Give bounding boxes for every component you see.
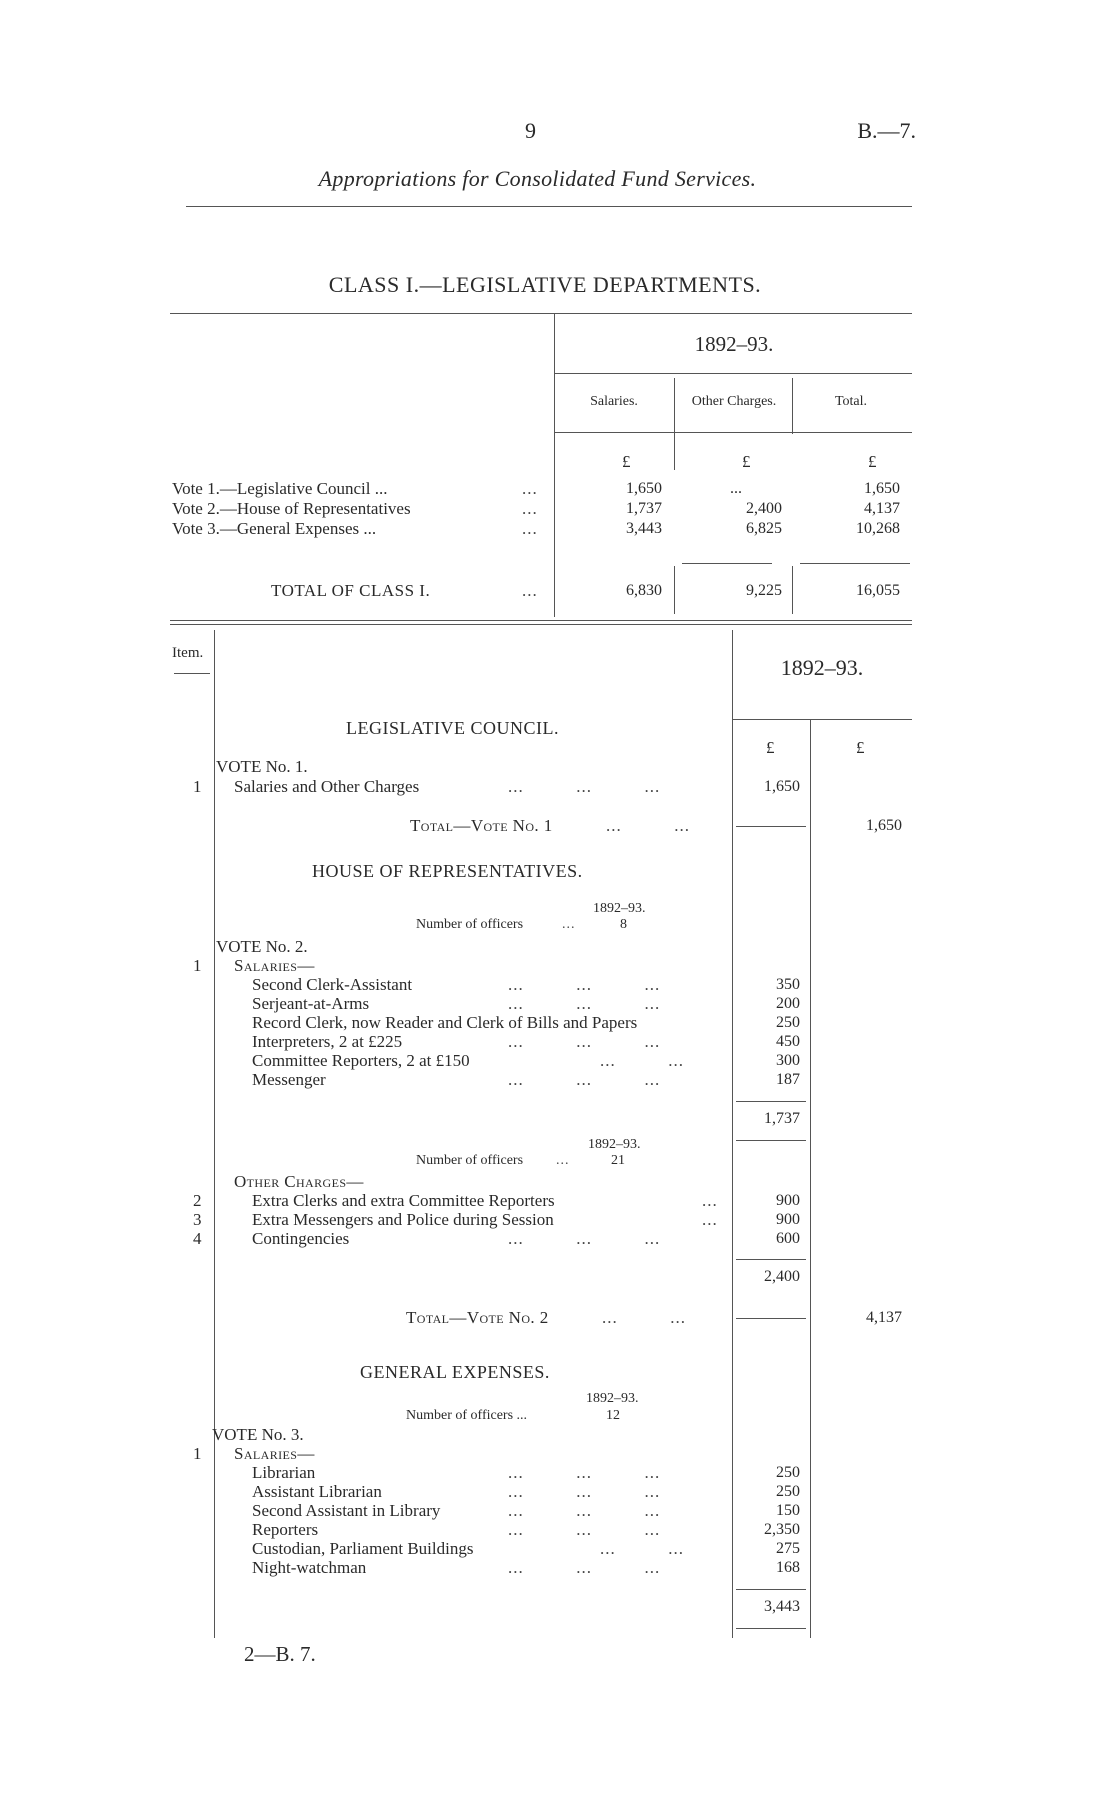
vote-total-rule bbox=[736, 1318, 806, 1319]
section-heading-house: HOUSE OF REPRESENTATIVES. bbox=[312, 861, 583, 881]
header-rule bbox=[186, 206, 912, 207]
subtotal-amount: 1,737 bbox=[764, 1110, 800, 1127]
currency-symbol: £ bbox=[742, 452, 751, 471]
officers-label: Number of officers ... bbox=[406, 1408, 528, 1423]
line-item-amount: 900 bbox=[776, 1192, 800, 1209]
leader-dots: ... ... bbox=[606, 816, 690, 835]
vote-heading: VOTE No. 1. bbox=[216, 757, 308, 776]
class-total-label: TOTAL OF CLASS I. bbox=[271, 581, 431, 600]
line-item-label: Librarian bbox=[252, 1463, 316, 1482]
vote-total-rule bbox=[736, 826, 806, 827]
officers-label: Number of officers bbox=[416, 1153, 524, 1168]
leader-dots: ... ... ... bbox=[508, 1070, 661, 1089]
officers-count: 12 bbox=[606, 1408, 620, 1423]
line-item-label: Interpreters, 2 at £225 bbox=[252, 1032, 403, 1051]
summary-column-rule bbox=[554, 432, 912, 433]
officers-count: 8 bbox=[620, 917, 627, 932]
summary-col-divider bbox=[792, 378, 793, 434]
line-item-amount: 250 bbox=[776, 1014, 800, 1031]
salaries-heading: Salaries— bbox=[234, 1444, 315, 1463]
officers-year: 1892–93. bbox=[586, 1391, 639, 1406]
section-heading-general-expenses: GENERAL EXPENSES. bbox=[360, 1362, 550, 1382]
summary-row-label: Vote 3.—General Expenses ... bbox=[172, 519, 377, 538]
leader-dots: ... ... bbox=[602, 1308, 686, 1327]
line-item-label: Second Clerk-Assistant bbox=[252, 975, 413, 994]
line-item-amount: 350 bbox=[776, 976, 800, 993]
summary-row-label: Vote 2.—House of Representatives bbox=[172, 499, 411, 518]
line-item-label: Committee Reporters, 2 at £150 bbox=[252, 1051, 470, 1070]
leader-dots: ... bbox=[702, 1191, 718, 1210]
line-item-label: Night-watchman bbox=[252, 1558, 367, 1577]
subtotal-rule bbox=[736, 1628, 806, 1629]
running-title: Appropriations for Consolidated Fund Services. bbox=[318, 166, 757, 191]
summary-col-divider bbox=[674, 378, 675, 470]
line-item-amount: 300 bbox=[776, 1052, 800, 1069]
leader-dots: ... bbox=[702, 1210, 718, 1229]
summary-other-value: 2,400 bbox=[746, 500, 782, 517]
leader-dots: ... ... ... bbox=[508, 1482, 661, 1501]
summary-total-rule bbox=[800, 563, 910, 564]
line-item-label: Record Clerk, now Reader and Clerk of Bills and Papers bbox=[252, 1013, 638, 1032]
vote-heading: VOTE No. 2. bbox=[216, 937, 308, 956]
column-header-salaries: Salaries. bbox=[590, 394, 638, 409]
line-item-label: Second Assistant in Library bbox=[252, 1501, 441, 1520]
line-item-label: Extra Messengers and Police during Session bbox=[252, 1210, 554, 1229]
currency-symbol: £ bbox=[856, 738, 865, 757]
leader-dots: ... ... ... bbox=[508, 1463, 661, 1482]
line-item-amount: 250 bbox=[776, 1464, 800, 1481]
line-item-label: Serjeant-at-Arms bbox=[252, 994, 370, 1013]
section-divider-rule bbox=[170, 620, 912, 621]
line-item-amount: 250 bbox=[776, 1483, 800, 1500]
column-header-total: Total. bbox=[834, 394, 868, 409]
currency-symbol: £ bbox=[622, 452, 631, 471]
currency-symbol: £ bbox=[868, 452, 877, 471]
officers-label: Number of officers bbox=[416, 917, 524, 932]
officers-year: 1892–93. bbox=[593, 901, 646, 916]
line-item-label: Extra Clerks and extra Committee Reporters bbox=[252, 1191, 555, 1210]
page-number: 9 bbox=[525, 118, 536, 143]
summary-col-divider bbox=[792, 566, 793, 614]
leader-dots: ... ... ... bbox=[508, 994, 661, 1013]
leader-dots: ... ... bbox=[600, 1539, 684, 1558]
summary-total-value: 4,137 bbox=[864, 500, 900, 517]
line-item-label: Messenger bbox=[252, 1070, 326, 1089]
vote-total-amount: 4,137 bbox=[866, 1309, 902, 1326]
item-number: 1 bbox=[193, 956, 202, 975]
document-reference: B.—7. bbox=[857, 118, 916, 143]
class-total-total: 16,055 bbox=[856, 582, 900, 599]
leader-dots: ... ... ... bbox=[508, 1032, 661, 1051]
summary-top-rule bbox=[170, 313, 912, 314]
detail-year: 1892–93. bbox=[780, 655, 864, 680]
leader-dots: ... ... ... bbox=[508, 975, 661, 994]
leader-dots: ... ... ... bbox=[508, 1501, 661, 1520]
subtotal-rule bbox=[736, 1589, 806, 1590]
line-item-amount: 150 bbox=[776, 1502, 800, 1519]
officers-count: 21 bbox=[611, 1153, 625, 1168]
summary-salaries-value: 1,650 bbox=[626, 480, 662, 497]
leader-dots: ... ... bbox=[600, 1051, 684, 1070]
summary-salaries-value: 3,443 bbox=[626, 520, 662, 537]
item-column-divider bbox=[214, 630, 215, 1638]
summary-total-value: 10,268 bbox=[856, 520, 900, 537]
subtotal-rule bbox=[736, 1140, 806, 1141]
class-title: CLASS I.—LEGISLATIVE DEPARTMENTS. bbox=[328, 272, 762, 297]
summary-divider bbox=[554, 313, 555, 617]
leader-dots: ... bbox=[522, 581, 538, 600]
summary-salaries-value: 1,737 bbox=[626, 500, 662, 517]
leader-dots: ... bbox=[522, 519, 538, 538]
subtotal-rule bbox=[736, 1101, 806, 1102]
leader-dots: ... ... ... bbox=[508, 1520, 661, 1539]
class-total-other: 9,225 bbox=[746, 582, 782, 599]
vote-heading: VOTE No. 3. bbox=[212, 1425, 304, 1444]
class-total-salaries: 6,830 bbox=[626, 582, 662, 599]
vote-total-label: Total—Vote No. 1 bbox=[410, 816, 553, 835]
line-item-label: Reporters bbox=[252, 1520, 319, 1539]
item-number: 2 bbox=[193, 1191, 202, 1210]
other-charges-heading: Other Charges— bbox=[234, 1172, 364, 1191]
summary-total-value: 1,650 bbox=[864, 480, 900, 497]
summary-year: 1892–93. bbox=[694, 332, 774, 356]
total-column-divider bbox=[810, 720, 811, 1638]
line-item-label: Custodian, Parliament Buildings bbox=[252, 1539, 474, 1558]
line-item-label: Salaries and Other Charges bbox=[234, 777, 420, 796]
line-item-amount: 1,650 bbox=[764, 778, 800, 795]
detail-year-rule bbox=[732, 719, 912, 720]
summary-col-divider bbox=[674, 566, 675, 614]
line-item-amount: 900 bbox=[776, 1211, 800, 1228]
leader-dots: ... bbox=[556, 1153, 570, 1168]
line-item-amount: 168 bbox=[776, 1559, 800, 1576]
item-header-rule bbox=[174, 673, 210, 674]
leader-dots: ... bbox=[522, 499, 538, 518]
leader-dots: ... bbox=[562, 917, 576, 932]
item-number: 1 bbox=[193, 1444, 202, 1463]
summary-total-rule bbox=[682, 563, 772, 564]
line-item-label: Assistant Librarian bbox=[252, 1482, 382, 1501]
summary-other-value: 6,825 bbox=[746, 520, 782, 537]
subtotal-amount: 3,443 bbox=[764, 1598, 800, 1615]
section-heading-legislative-council: LEGISLATIVE COUNCIL. bbox=[346, 718, 559, 738]
leader-dots: ... ... ... bbox=[508, 1229, 661, 1248]
leader-dots: ... ... ... bbox=[508, 1558, 661, 1577]
column-header-other-charges: Other Charges. bbox=[691, 394, 777, 409]
vote-total-amount: 1,650 bbox=[866, 817, 902, 834]
vote-total-label: Total—Vote No. 2 bbox=[406, 1308, 549, 1327]
currency-symbol: £ bbox=[766, 738, 775, 757]
line-item-label: Contingencies bbox=[252, 1229, 350, 1248]
page-footer: 2—B. 7. bbox=[244, 1642, 316, 1666]
item-number: 4 bbox=[193, 1229, 202, 1248]
line-item-amount: 200 bbox=[776, 995, 800, 1012]
subtotal-amount: 2,400 bbox=[764, 1268, 800, 1285]
summary-other-value: ... bbox=[730, 480, 742, 497]
item-number: 1 bbox=[193, 777, 202, 796]
subtotal-rule bbox=[736, 1259, 806, 1260]
line-item-amount: 187 bbox=[776, 1071, 800, 1088]
line-item-amount: 600 bbox=[776, 1230, 800, 1247]
leader-dots: ... ... ... bbox=[508, 777, 661, 796]
section-divider-rule bbox=[170, 624, 912, 625]
amount-column-divider bbox=[732, 630, 733, 1638]
officers-year: 1892–93. bbox=[588, 1137, 641, 1152]
salaries-heading: Salaries— bbox=[234, 956, 315, 975]
summary-year-rule bbox=[554, 373, 912, 374]
item-number: 3 bbox=[193, 1210, 202, 1229]
line-item-amount: 275 bbox=[776, 1540, 800, 1557]
leader-dots: ... bbox=[522, 479, 538, 498]
line-item-amount: 2,350 bbox=[764, 1521, 800, 1538]
summary-row-label: Vote 1.—Legislative Council ... bbox=[172, 479, 388, 498]
item-column-header: Item. bbox=[172, 645, 204, 661]
line-item-amount: 450 bbox=[776, 1033, 800, 1050]
